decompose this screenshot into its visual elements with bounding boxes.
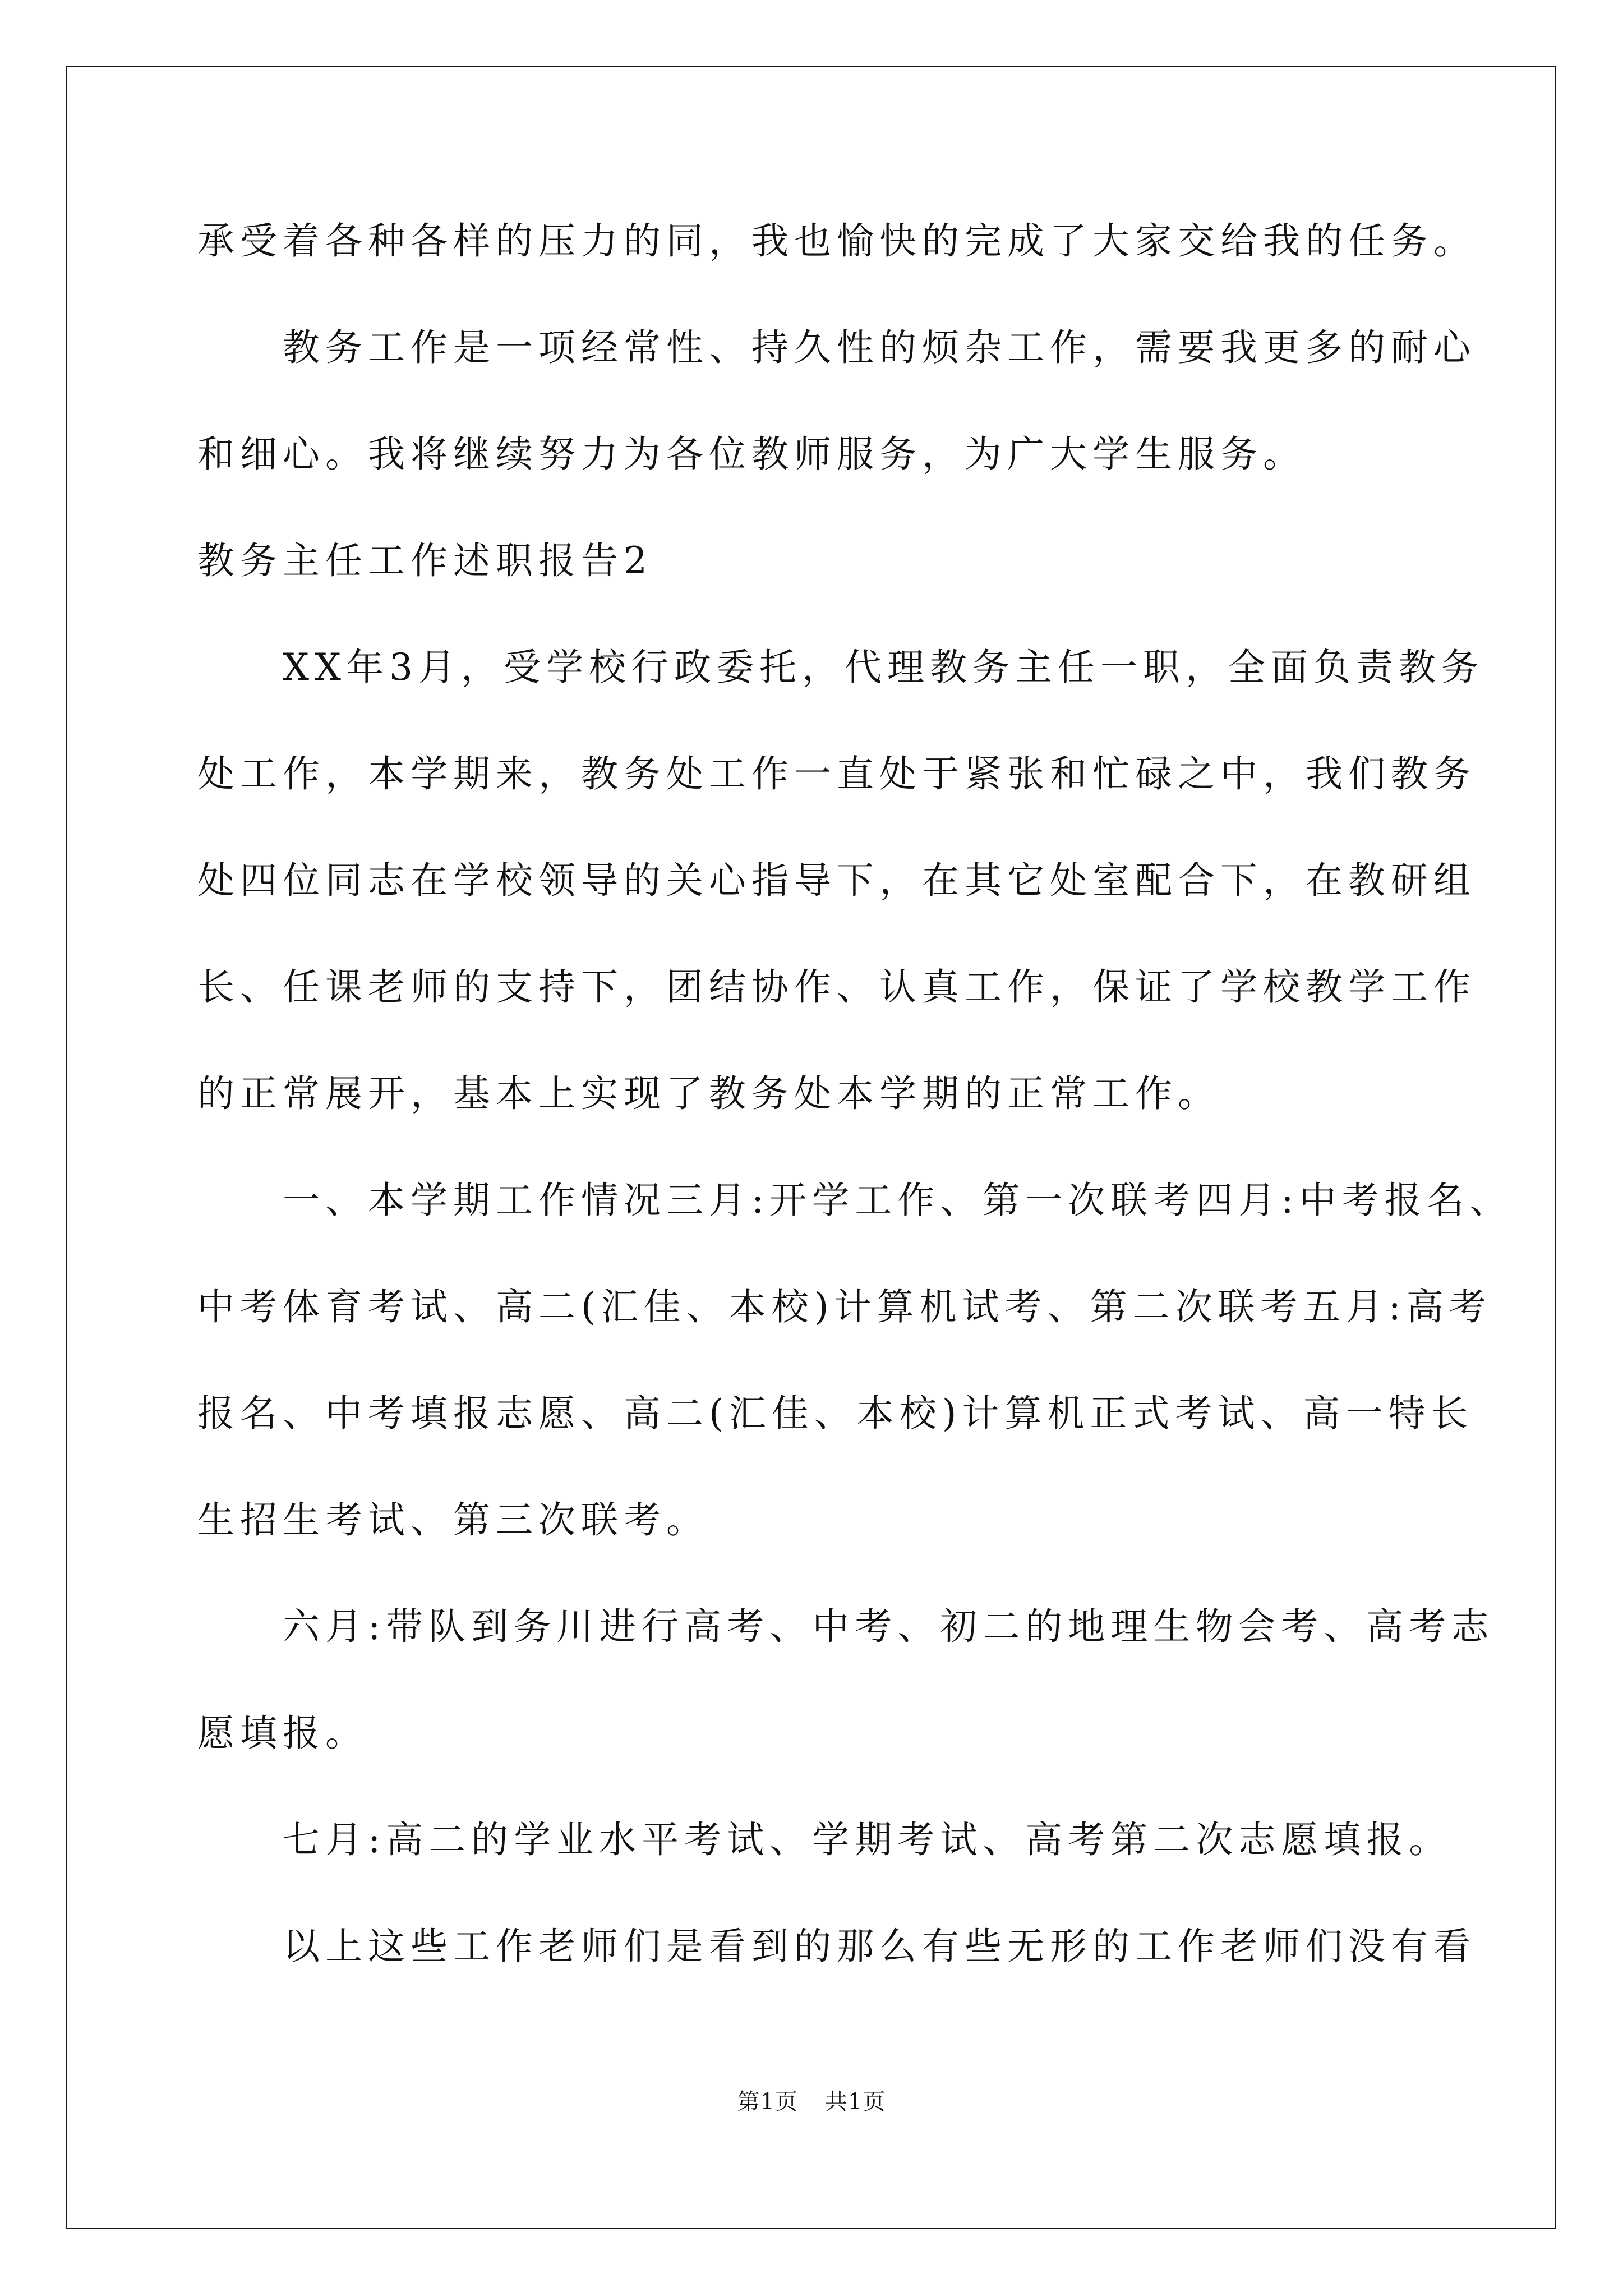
paragraph-line: 和细心。我将继续努力为各位教师服务，为广大学生服务。 (197, 432, 1306, 476)
paragraph-line: 处四位同志在学校领导的关心指导下，在其它处室配合下，在教研组 (197, 859, 1476, 902)
paragraph-line: 六月:带队到务川进行高考、中考、初二的地理生物会考、高考志 (283, 1605, 1495, 1648)
paragraph-line: 中考体育考试、高二(汇佳、本校)计算机试考、第二次联考五月:高考 (197, 1285, 1492, 1328)
page-number: 第1页 (737, 2089, 798, 2115)
paragraph-line: 一、本学期工作情况三月:开学工作、第一次联考四月:中考报名、 (283, 1179, 1513, 1222)
page-footer (0, 2088, 1623, 2116)
paragraph-line: XX年3月，受学校行政委托，代理教务主任一职，全面负责教务 (283, 646, 1484, 689)
paragraph-line: 长、任课老师的支持下，团结协作、认真工作，保证了学校教学工作 (197, 965, 1476, 1009)
paragraph-line: 处工作，本学期来，教务处工作一直处于紧张和忙碌之中，我们教务 (197, 752, 1476, 795)
paragraph-line: 生招生考试、第三次联考。 (197, 1498, 709, 1542)
paragraph-line: 承受着各种各样的压力的同，我也愉快的完成了大家交给我的任务。 (197, 219, 1476, 263)
paragraph-line: 以上这些工作老师们是看到的那么有些无形的工作老师们没有看 (283, 1925, 1476, 1968)
page-total: 共1页 (825, 2089, 886, 2115)
paragraph-line: 报名、中考填报志愿、高二(汇佳、本校)计算机正式考试、高一特长 (197, 1392, 1474, 1435)
paragraph-line: 教务工作是一项经常性、持久性的烦杂工作，需要我更多的耐心 (283, 326, 1476, 369)
paragraph-line: 愿填报。 (197, 1711, 368, 1755)
paragraph-line: 七月:高二的学业水平考试、学期考试、高考第二次志愿填报。 (283, 1818, 1452, 1861)
paragraph-line: 的正常展开，基本上实现了教务处本学期的正常工作。 (197, 1072, 1220, 1115)
page-border (66, 66, 1556, 2229)
section-heading: 教务主任工作述职报告2 (197, 539, 653, 582)
